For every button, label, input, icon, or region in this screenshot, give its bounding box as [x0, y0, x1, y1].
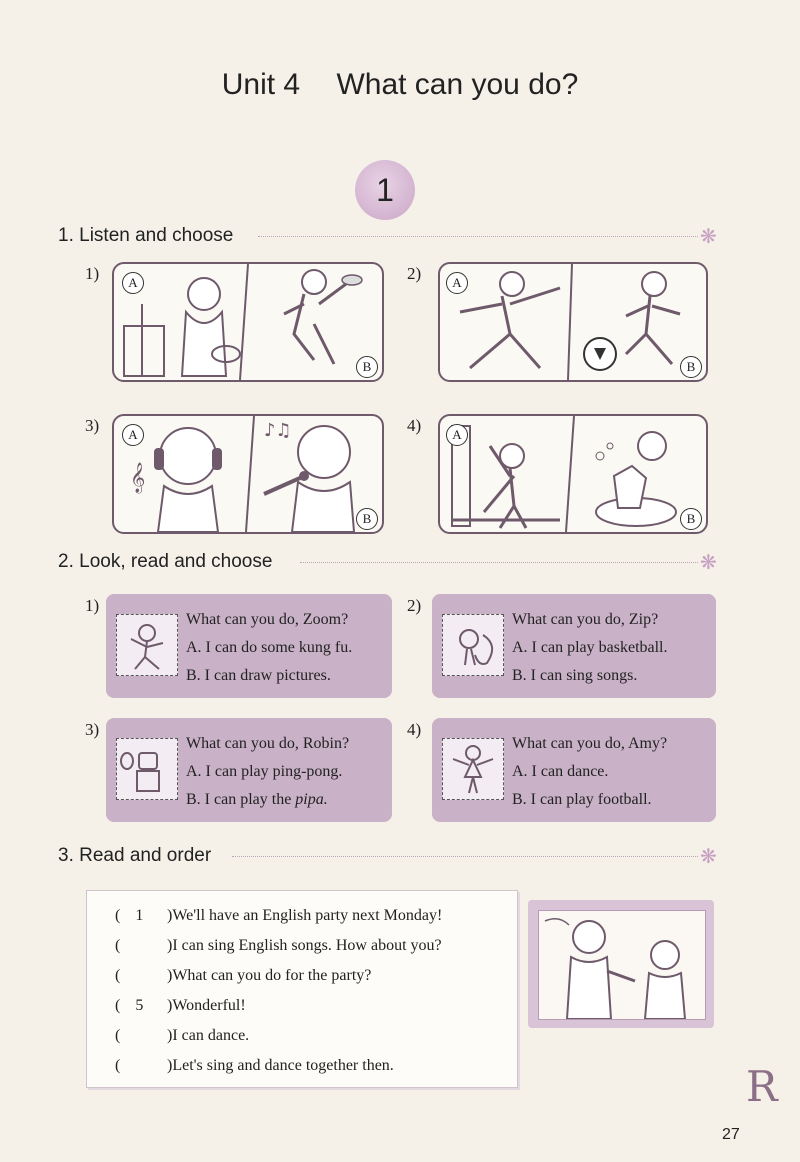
s1-item4-picture	[438, 414, 708, 534]
option-a-text: A. I can play ping-pong.	[186, 763, 343, 780]
cleaning-washing-illustration	[440, 416, 706, 532]
option-a-marker: A	[446, 424, 468, 446]
robot-pingpong-thumbnail	[116, 738, 178, 800]
s1-item1-picture	[112, 262, 384, 382]
order-line: ( )I can dance.	[115, 1027, 250, 1044]
s2-item4-card	[432, 718, 716, 822]
snowflake-icon: ❋	[700, 844, 717, 868]
listening-singing-illustration	[114, 416, 382, 532]
option-b-marker: B	[680, 508, 702, 530]
s1-item1-number: 1)	[85, 264, 100, 283]
painting-dancing-illustration	[114, 264, 382, 380]
squirrel-thumbnail	[442, 614, 504, 676]
s1-item4-number: 4)	[407, 416, 422, 435]
unit-title-text: What can you do?	[336, 68, 579, 101]
s2-item1-number: 1)	[85, 596, 100, 615]
option-b-marker: B	[356, 508, 378, 530]
option-b-marker: B	[356, 356, 378, 378]
order-line: ( 1 )We'll have an English party next Monday!	[115, 907, 443, 924]
svg-text:♪♫: ♪♫	[264, 420, 292, 441]
ordering-paper	[86, 890, 518, 1088]
section2-heading: 2. Look, read and choose	[58, 551, 273, 572]
order-line: ( 5 )Wonderful!	[115, 997, 246, 1014]
option-b-text: B. I can play football.	[512, 791, 652, 808]
order-line: ( )I can sing English songs. How about you?	[115, 937, 442, 954]
section3-heading: 3. Read and order	[58, 845, 212, 866]
s1-item2-picture	[438, 262, 708, 382]
section3-divider	[232, 856, 698, 857]
snowflake-icon: ❋	[700, 224, 717, 248]
option-a-text: A. I can dance.	[512, 763, 609, 780]
order-line: ( )What can you do for the party?	[115, 967, 372, 984]
question-text: What can you do, Zip?	[512, 611, 659, 628]
snowflake-icon: ❋	[700, 550, 717, 574]
option-b-marker: B	[680, 356, 702, 378]
section2-divider	[300, 562, 698, 563]
corner-logo: R	[746, 1062, 778, 1111]
s2-item2-number: 2)	[407, 596, 422, 615]
page-title	[0, 68, 800, 102]
s2-item1-card	[106, 594, 392, 698]
option-b-text: B. I can play the pipa.	[186, 791, 328, 808]
s2-item4-number: 4)	[407, 720, 422, 739]
question-text: What can you do, Zoom?	[186, 611, 349, 628]
s2-item3-card	[106, 718, 392, 822]
monkey-kungfu-thumbnail	[116, 614, 178, 676]
unit-label: Unit 4	[221, 68, 301, 101]
option-a-text: A. I can play basketball.	[512, 639, 668, 656]
s1-item2-number: 2)	[407, 264, 422, 283]
lesson-badge: 1	[355, 160, 415, 220]
s2-item3-number: 3)	[85, 720, 100, 739]
taichi-football-illustration	[440, 264, 706, 380]
option-a-marker: A	[122, 424, 144, 446]
option-a-text: A. I can do some kung fu.	[186, 639, 353, 656]
question-text: What can you do, Amy?	[512, 735, 668, 752]
girl-dancing-thumbnail	[442, 738, 504, 800]
page-number: 27	[722, 1126, 740, 1143]
option-a-marker: A	[122, 272, 144, 294]
question-text: What can you do, Robin?	[186, 735, 350, 752]
order-line: ( )Let's sing and dance together then.	[115, 1057, 394, 1074]
option-a-marker: A	[446, 272, 468, 294]
svg-text:𝄞: 𝄞	[130, 463, 146, 493]
option-b-text: B. I can sing songs.	[512, 667, 638, 684]
s2-item2-card	[432, 594, 716, 698]
s1-item3-picture	[112, 414, 384, 534]
stamp-illustration	[528, 900, 714, 1028]
s1-item3-number: 3)	[85, 416, 100, 435]
two-children-illustration	[538, 910, 706, 1020]
section1-divider	[258, 236, 698, 237]
section1-heading: 1. Listen and choose	[58, 225, 234, 246]
option-b-text: B. I can draw pictures.	[186, 667, 331, 684]
